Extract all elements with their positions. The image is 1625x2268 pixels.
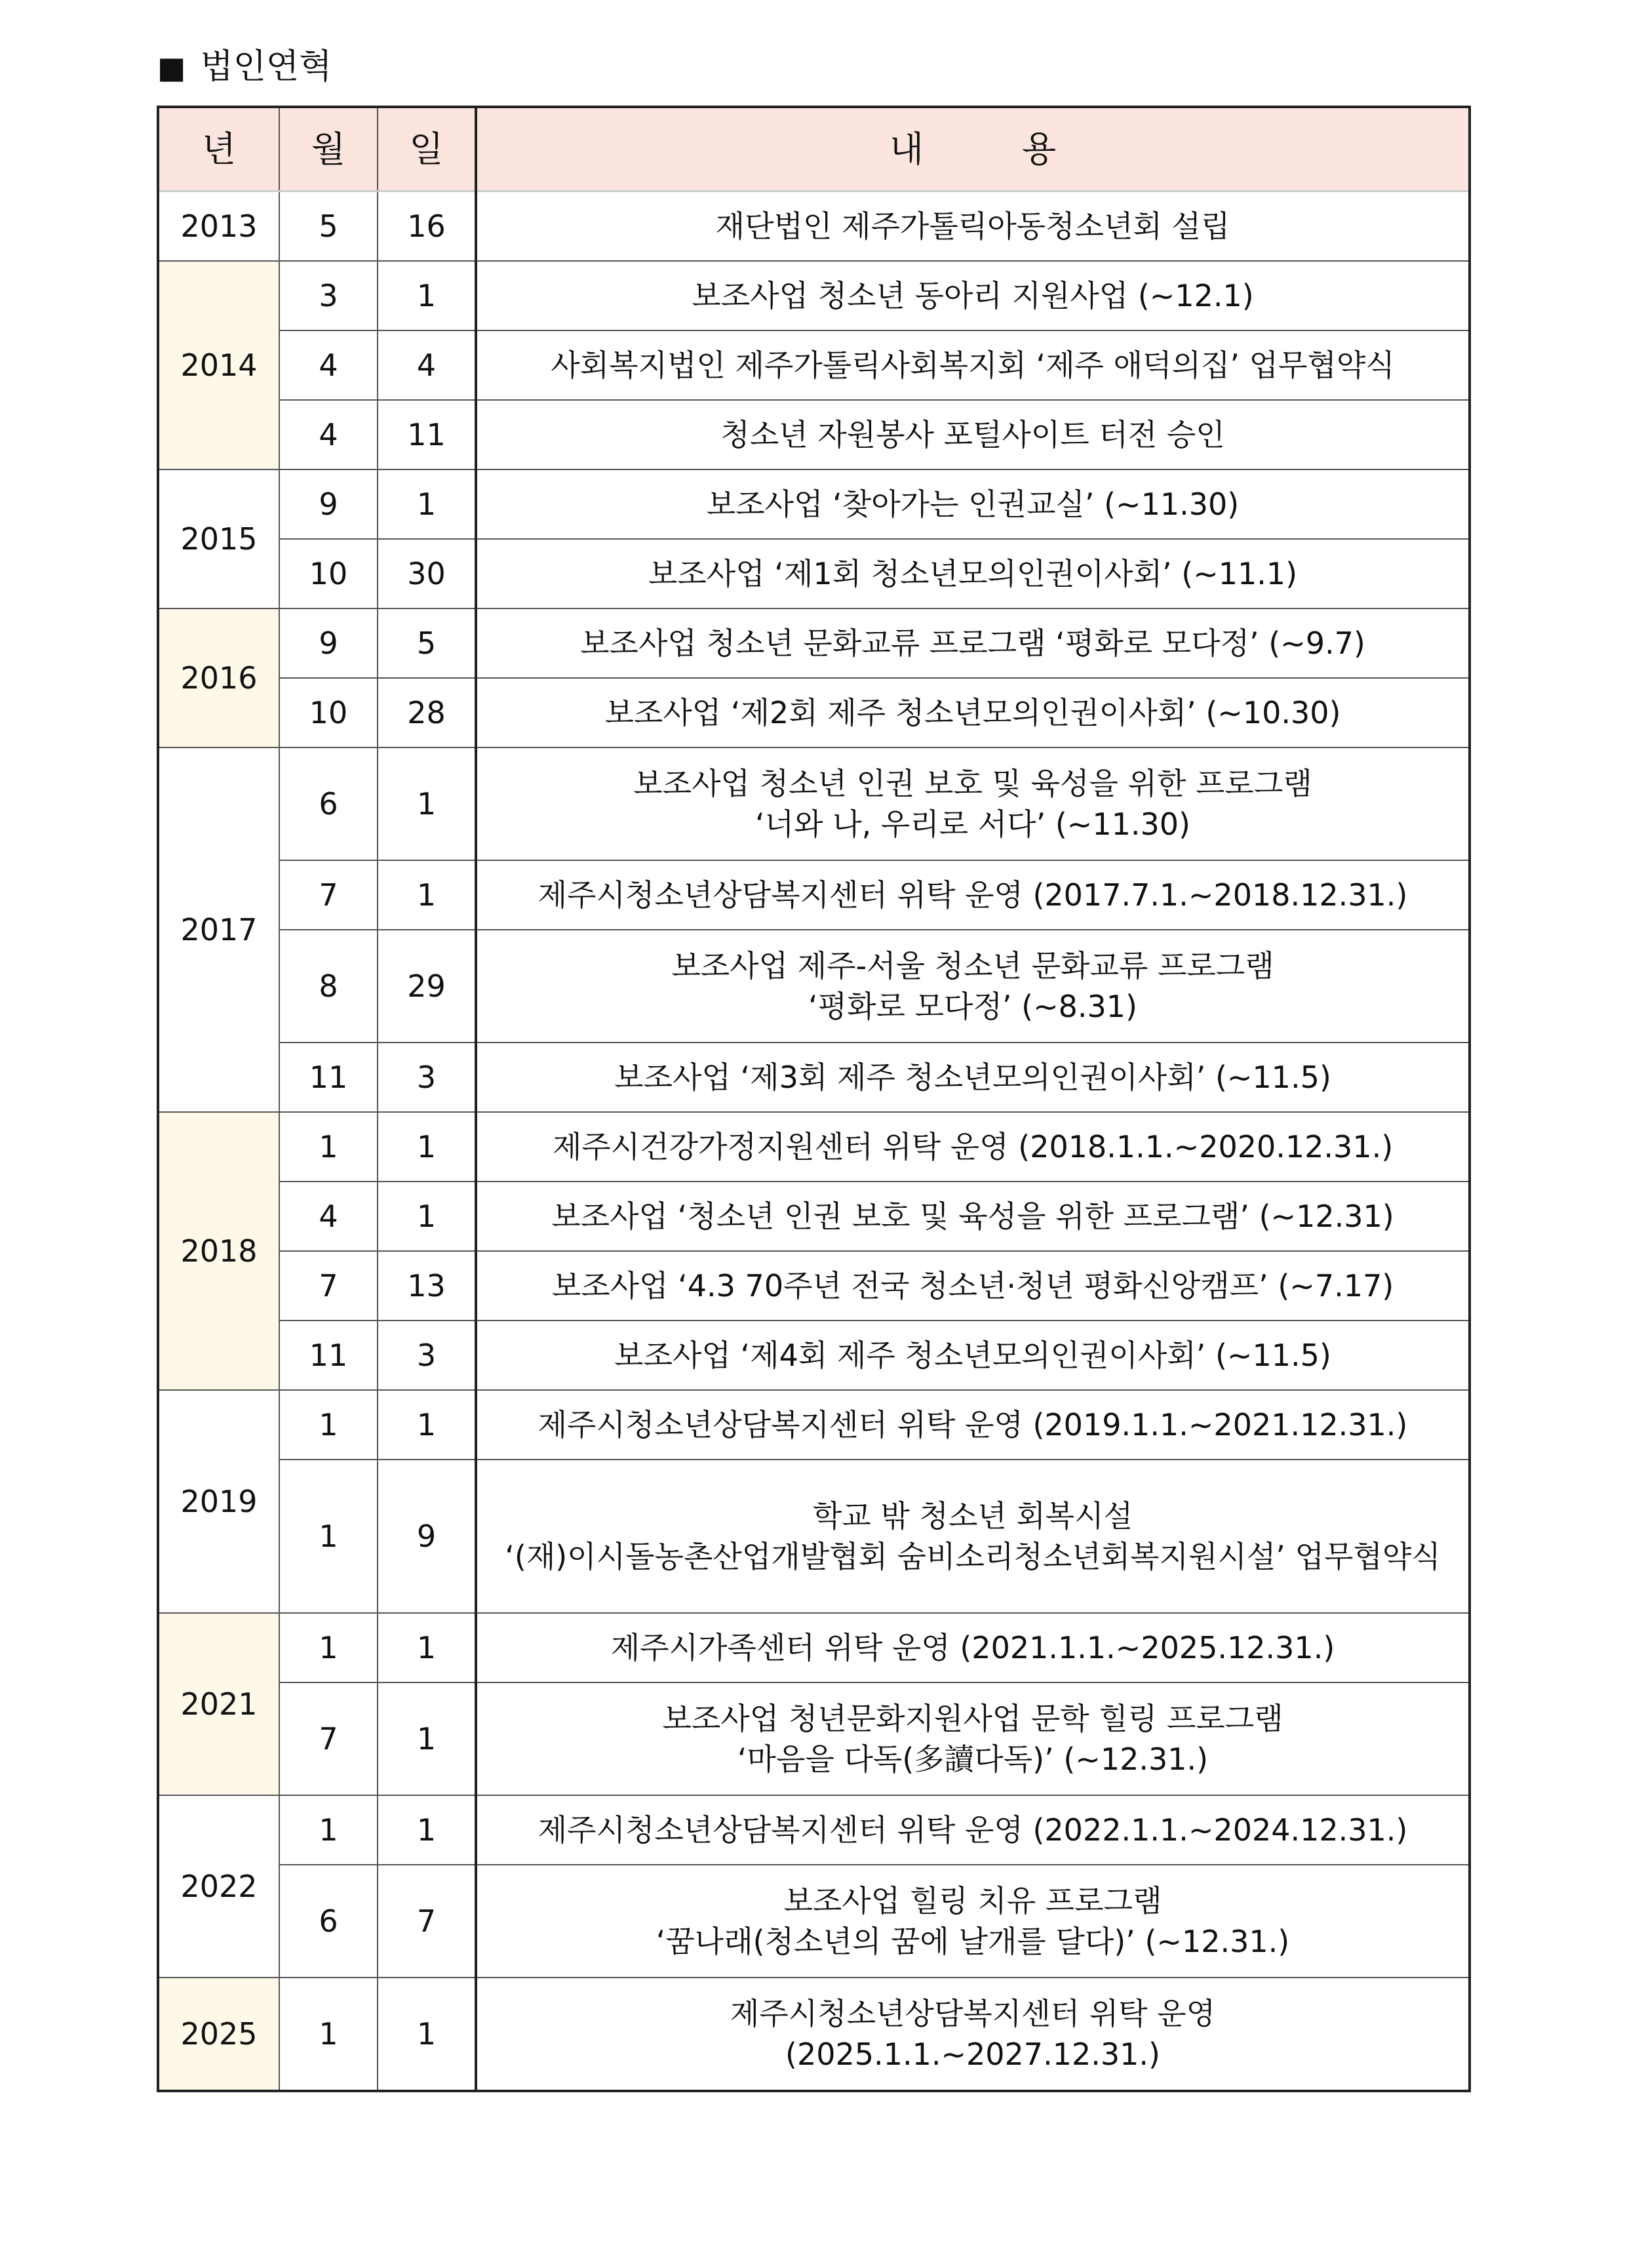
content-line: 보조사업 청소년 인권 보호 및 육성을 위한 프로그램 (633, 766, 1312, 801)
month-cell: 11 (279, 1043, 378, 1112)
content-line: 제주시청소년상담복지센터 위탁 운영 (730, 1996, 1216, 2031)
table-row (158, 1795, 1470, 1865)
month-cell: 9 (279, 469, 378, 539)
content-cell (476, 330, 1470, 400)
content-line: ‘꿈나래(청소년의 꿈에 날개를 달다)’ (~12.31.) (656, 1924, 1290, 1959)
content-cell (476, 1321, 1470, 1390)
content-line: 제주시가족센터 위탁 운영 (2021.1.1.~2025.12.31.) (610, 1630, 1335, 1665)
header-day: 일 (378, 107, 476, 191)
content-line: 보조사업 ‘제4회 제주 청소년모의인권이사회’ (~11.5) (614, 1338, 1331, 1373)
day-cell: 30 (378, 539, 476, 608)
header-content (476, 107, 1470, 191)
month-cell: 1 (279, 1112, 378, 1182)
month-cell: 4 (279, 330, 378, 400)
day-cell: 1 (378, 747, 476, 860)
year-cell: 2018 (158, 1112, 279, 1390)
header-month: 월 (279, 107, 378, 191)
month-cell: 5 (279, 191, 378, 262)
content-line: 재단법인 제주가톨릭아동청소년회 설립 (715, 209, 1230, 244)
year-cell: 2013 (158, 191, 279, 262)
year-cell: 2022 (158, 1795, 279, 1978)
content-line: 제주시청소년상담복지센터 위탁 운영 (2022.1.1.~2024.12.31.) (538, 1812, 1408, 1848)
section-title (157, 41, 332, 94)
content-line: 보조사업 제주-서울 청소년 문화교류 프로그램 (671, 948, 1274, 984)
table-row (158, 469, 1470, 539)
content-line: 보조사업 힐링 치유 프로그램 (783, 1883, 1162, 1919)
content-line: ‘마음을 다독(多讀다독)’ (~12.31.) (737, 1741, 1209, 1777)
table-row (158, 191, 1470, 262)
day-cell: 1 (378, 1613, 476, 1682)
content-cell (476, 747, 1470, 860)
month-cell: 7 (279, 860, 378, 930)
table-row (158, 860, 1470, 930)
day-cell: 4 (378, 330, 476, 400)
table-row (158, 747, 1470, 860)
square-bullet-icon: ■ (157, 50, 186, 85)
header-content-part-2: 용 (1022, 128, 1057, 170)
content-line: ‘평화로 모다정’ (~8.31) (808, 989, 1137, 1024)
content-line: 보조사업 청소년 동아리 지원사업 (~12.1) (692, 278, 1254, 313)
month-cell: 1 (279, 1795, 378, 1865)
content-line: ‘너와 나, 우리로 서다’ (~11.30) (755, 806, 1190, 842)
day-cell: 3 (378, 1321, 476, 1390)
content-line: 제주시청소년상담복지센터 위탁 운영 (2019.1.1.~2021.12.31.) (538, 1407, 1408, 1442)
month-cell: 11 (279, 1321, 378, 1390)
table-row (158, 1460, 1470, 1613)
table-row (158, 1251, 1470, 1321)
content-cell (476, 678, 1470, 747)
day-cell: 11 (378, 400, 476, 469)
section-title-text: 법인연혁 (200, 47, 332, 87)
day-cell: 1 (378, 1978, 476, 2091)
table-row (158, 1390, 1470, 1460)
month-cell: 1 (279, 1613, 378, 1682)
month-cell: 4 (279, 1182, 378, 1251)
content-cell (476, 191, 1470, 262)
day-cell: 1 (378, 469, 476, 539)
content-cell (476, 261, 1470, 330)
table-row (158, 400, 1470, 469)
table-row (158, 678, 1470, 747)
content-line: 보조사업 ‘4.3 70주년 전국 청소년·청년 평화신앙캠프’ (~7.17) (551, 1268, 1394, 1303)
day-cell: 1 (378, 261, 476, 330)
month-cell: 9 (279, 608, 378, 678)
day-cell: 1 (378, 1390, 476, 1460)
month-cell: 4 (279, 400, 378, 469)
content-cell (476, 1460, 1470, 1613)
year-cell: 2016 (158, 608, 279, 747)
content-cell (476, 1613, 1470, 1682)
year-cell: 2014 (158, 261, 279, 469)
content-cell (476, 1682, 1470, 1795)
table-row (158, 1043, 1470, 1112)
day-cell: 29 (378, 930, 476, 1043)
content-line: ‘(재)이시돌농촌산업개발협회 숨비소리청소년회복지원시설’ 업무협약식 (505, 1539, 1441, 1574)
month-cell: 8 (279, 930, 378, 1043)
content-line: 사회복지법인 제주가톨릭사회복지회 ‘제주 애덕의집’ 업무협약식 (551, 348, 1395, 383)
table-row (158, 1613, 1470, 1682)
month-cell: 7 (279, 1682, 378, 1795)
day-cell: 7 (378, 1865, 476, 1978)
day-cell: 5 (378, 608, 476, 678)
content-line: 보조사업 ‘청소년 인권 보호 및 육성을 위한 프로그램’ (~12.31) (551, 1199, 1394, 1234)
day-cell: 9 (378, 1460, 476, 1613)
content-line: 학교 밖 청소년 회복시설 (812, 1498, 1133, 1534)
year-cell: 2021 (158, 1613, 279, 1795)
day-cell: 1 (378, 1112, 476, 1182)
month-cell: 10 (279, 678, 378, 747)
month-cell: 1 (279, 1390, 378, 1460)
table-row (158, 539, 1470, 608)
header-year: 년 (158, 107, 279, 191)
table-row (158, 930, 1470, 1043)
content-cell (476, 1251, 1470, 1321)
month-cell: 6 (279, 747, 378, 860)
year-cell: 2025 (158, 1978, 279, 2091)
content-cell (476, 1390, 1470, 1460)
content-cell (476, 400, 1470, 469)
table-row (158, 1682, 1470, 1795)
content-cell (476, 1795, 1470, 1865)
content-cell (476, 1978, 1470, 2091)
content-line: 보조사업 청년문화지원사업 문학 힐링 프로그램 (662, 1701, 1283, 1736)
content-cell (476, 469, 1470, 539)
content-line: 보조사업 ‘제3회 제주 청소년모의인권이사회’ (~11.5) (614, 1060, 1331, 1095)
content-line: 보조사업 ‘제2회 제주 청소년모의인권이사회’ (~10.30) (604, 695, 1341, 730)
month-cell: 7 (279, 1251, 378, 1321)
table-row (158, 330, 1470, 400)
day-cell: 1 (378, 1182, 476, 1251)
day-cell: 16 (378, 191, 476, 262)
day-cell: 13 (378, 1251, 476, 1321)
year-cell: 2015 (158, 469, 279, 608)
month-cell: 10 (279, 539, 378, 608)
year-cell: 2019 (158, 1390, 279, 1613)
content-cell (476, 539, 1470, 608)
month-cell: 6 (279, 1865, 378, 1978)
year-cell: 2017 (158, 747, 279, 1112)
day-cell: 28 (378, 678, 476, 747)
table-row (158, 608, 1470, 678)
content-cell (476, 608, 1470, 678)
content-line: 제주시건강가정지원센터 위탁 운영 (2018.1.1.~2020.12.31.) (552, 1129, 1394, 1164)
day-cell: 1 (378, 1795, 476, 1865)
day-cell: 3 (378, 1043, 476, 1112)
table-row (158, 261, 1470, 330)
month-cell: 3 (279, 261, 378, 330)
content-line: 제주시청소년상담복지센터 위탁 운영 (2017.7.1.~2018.12.31.) (538, 877, 1408, 913)
content-line: 보조사업 청소년 문화교류 프로그램 ‘평화로 모다정’ (~9.7) (580, 626, 1365, 661)
table-row (158, 1865, 1470, 1978)
month-cell: 1 (279, 1978, 378, 2091)
table-row (158, 1321, 1470, 1390)
content-cell (476, 1112, 1470, 1182)
history-table (157, 106, 1471, 2092)
content-cell (476, 860, 1470, 930)
content-line: (2025.1.1.~2027.12.31.) (785, 2037, 1160, 2072)
header-content-part-1: 내 (889, 128, 924, 170)
table-header-row (158, 107, 1470, 191)
content-cell (476, 1043, 1470, 1112)
day-cell: 1 (378, 1682, 476, 1795)
content-cell (476, 1182, 1470, 1251)
content-line: 보조사업 ‘제1회 청소년모의인권이사회’ (~11.1) (648, 556, 1298, 591)
month-cell: 1 (279, 1460, 378, 1613)
table-row (158, 1112, 1470, 1182)
content-cell (476, 930, 1470, 1043)
content-line: 보조사업 ‘찾아가는 인권교실’ (~11.30) (706, 487, 1240, 522)
day-cell: 1 (378, 860, 476, 930)
content-line: 청소년 자원봉사 포털사이트 터전 승인 (720, 417, 1225, 452)
table-row (158, 1182, 1470, 1251)
content-cell (476, 1865, 1470, 1978)
table-row (158, 1978, 1470, 2091)
